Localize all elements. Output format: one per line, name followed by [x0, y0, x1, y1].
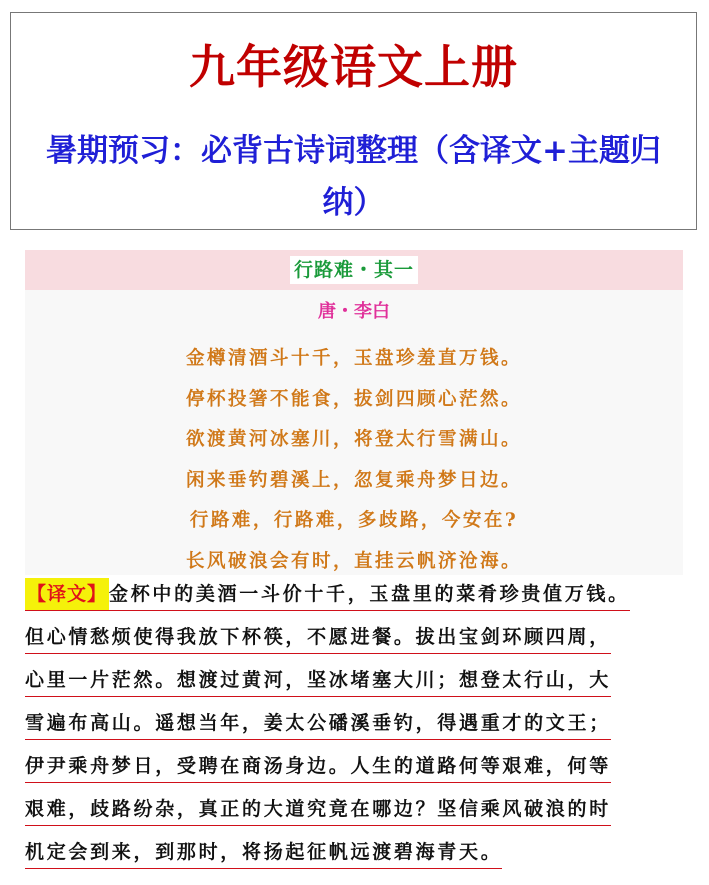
page-title: 九年级语文上册	[189, 40, 518, 94]
poem-line: 停杯投箸不能食，拔剑四顾心茫然。	[185, 388, 522, 410]
poem-line: 长风破浪会有时，直挂云帆济沧海。	[185, 550, 522, 572]
page-subtitle: 暑期预习：必背古诗词整理（含译文+主题归纳）	[46, 133, 661, 221]
poem-author: 唐・李白	[318, 301, 390, 322]
translation-line: 机定会到来，到那时，将扬起征帆远渡碧海青天。	[25, 836, 502, 869]
poem-title: 行路难・其一	[290, 256, 418, 284]
poem-lines	[25, 339, 683, 582]
poem-line: 欲渡黄河冰塞川，将登太行雪满山。	[185, 429, 522, 450]
header-box	[10, 12, 697, 230]
poem-line: 行路难，行路难，多歧路，今安在?	[189, 510, 519, 531]
translation-text: 金杯中的美酒一斗价十千，玉盘里的菜肴珍贵值万钱。	[109, 583, 630, 605]
poem-line: 金樽清酒斗十千，玉盘珍羞直万钱。	[185, 348, 522, 369]
translation-line: 心里一片茫然。想渡过黄河，坚冰堵塞大川；想登太行山，大	[25, 664, 611, 697]
translation-line: 但心情愁烦使得我放下杯筷，不愿进餐。拔出宝剑环顾四周，	[25, 621, 611, 654]
translation-line: 伊尹乘舟梦日，受聘在商汤身边。人生的道路何等艰难，何等	[25, 750, 611, 783]
poem-section	[25, 250, 683, 575]
poem-title-bar	[25, 250, 683, 290]
translation-tag: 【译文】	[25, 578, 109, 610]
poem-line: 闲来垂钓碧溪上，忽复乘舟梦日边。	[185, 469, 522, 491]
translation-line: 艰难，歧路纷杂，真正的大道究竟在哪边？坚信乘风破浪的时	[25, 793, 611, 826]
translation-line-first	[25, 578, 630, 611]
translation-line: 雪遍布高山。遥想当年，姜太公磻溪垂钓，得遇重才的文王；	[25, 707, 611, 740]
